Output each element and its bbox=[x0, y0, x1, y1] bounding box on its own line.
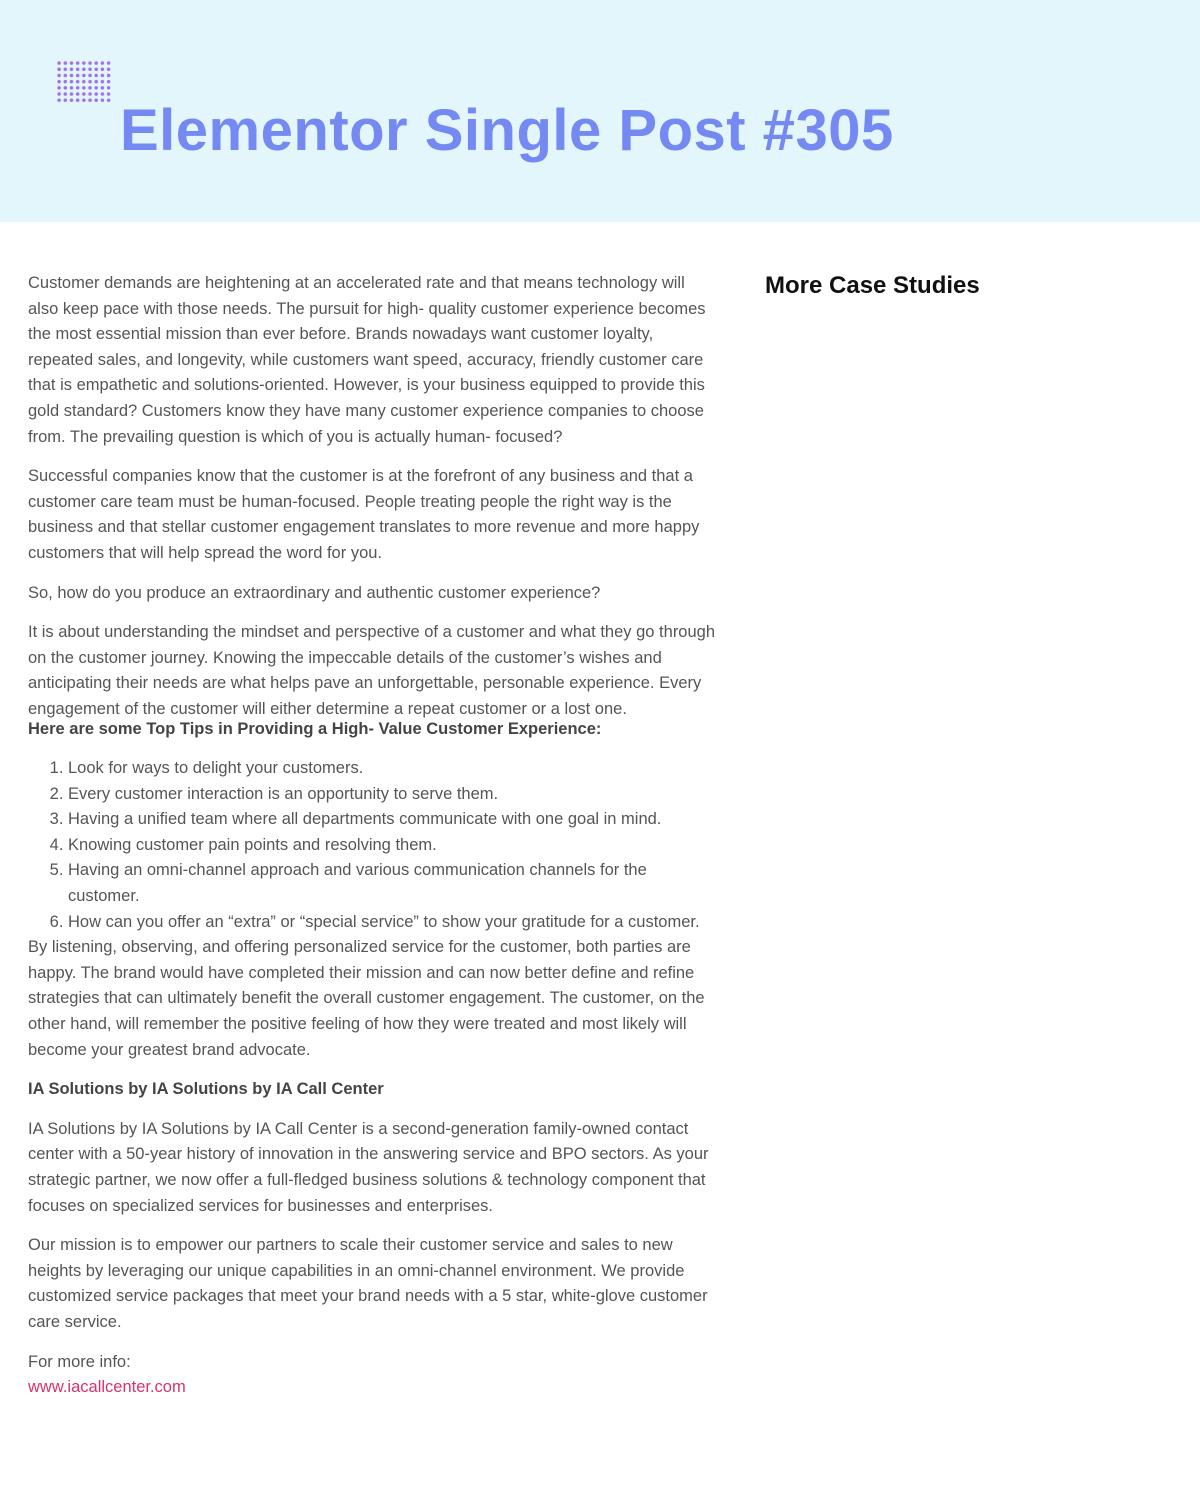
more-info-label: For more info: bbox=[28, 1352, 131, 1371]
body-paragraph: Successful companies know that the customer is at the forefront of any business and that a customer care team must be human-focused. People treating people the right way is the business and that stellar customer engagement translates to more revenue and more happy customers that will help spread the word for you. bbox=[28, 467, 700, 562]
intro-paragraph: Customer demands are heightening at an accelerated rate and that means technology will also keep pace with those needs. The pursuit for high- quality customer experience becomes the most essential mission than ever before. Brands nowadays want customer loyalty, repeated sales, and longevity, while customers want speed, accuracy, friendly customer care that is empathetic and solutions-oriented. However, is your business equipped to provide this gold standard? Customers know they have many customer experience companies to choose from. The prevailing question is which of you is actually human- focused? bbox=[28, 274, 706, 446]
article-body bbox=[28, 271, 718, 1415]
body-paragraph: So, how do you produce an extraordinary and authentic customer experience? bbox=[28, 583, 601, 602]
page-title: Elementor Single Post #305 bbox=[120, 98, 894, 163]
mission-paragraph: Our mission is to empower our partners to scale their customer service and sales to new heights by leveraging our unique capabilities in an omni-channel environment. We provide customized service packages that meet your brand needs with a 5 star, white-glove customer care service. bbox=[28, 1236, 708, 1331]
body-paragraph: It is about understanding the mindset and perspective of a customer and what they go through on the customer journey. Knowing the impeccable details of the customer’s wishes and anticipating their needs are what helps pave an unforgettable, personable experience. Every engagement of the customer will either determine a repeat customer or a lost one. bbox=[28, 623, 716, 718]
list-item: 1. Look for ways to delight your customers. bbox=[68, 756, 718, 782]
list-item: 3. Having a unified team where all departments communicate with one goal in mind. bbox=[68, 807, 718, 833]
tips-list bbox=[28, 756, 718, 935]
dot-grid-icon bbox=[56, 60, 112, 104]
list-item: 6. How can you offer an “extra” or “special service” to show your gratitude for a customer. bbox=[68, 910, 718, 936]
website-link[interactable]: www.iacallcenter.com bbox=[28, 1378, 186, 1397]
company-heading: IA Solutions by IA Solutions by IA Call Center bbox=[28, 1080, 384, 1099]
company-paragraph: IA Solutions by IA Solutions by IA Call Center is a second-generation family-owned contact center with a 50-year history of innovation in the answering service and BPO sectors. As your strategic partner, we now offer a full-fledged business solutions & technology component that focuses on specialized services for businesses and enterprises. bbox=[28, 1119, 709, 1215]
list-item: 4. Knowing customer pain points and resolving them. bbox=[68, 833, 718, 859]
closing-paragraph: By listening, observing, and offering personalized service for the customer, both parties are happy. The brand would have completed their mission and can now better define and refine strategies that can ultimately benefit the overall customer engagement. The customer, on the other hand, will remember the positive feeling of how they were treated and most likely will become your greatest brand advocate. bbox=[28, 938, 705, 1059]
tips-heading: Here are some Top Tips in Providing a High- Value Customer Experience: bbox=[28, 719, 602, 738]
list-item: 5. Having an omni-channel approach and various communication channels for the customer. bbox=[68, 858, 718, 909]
page-hero bbox=[0, 0, 1200, 222]
more-info bbox=[28, 1350, 718, 1401]
list-item: 2. Every customer interaction is an opportunity to serve them. bbox=[68, 782, 718, 808]
sidebar-title: More Case Studies bbox=[765, 272, 980, 299]
